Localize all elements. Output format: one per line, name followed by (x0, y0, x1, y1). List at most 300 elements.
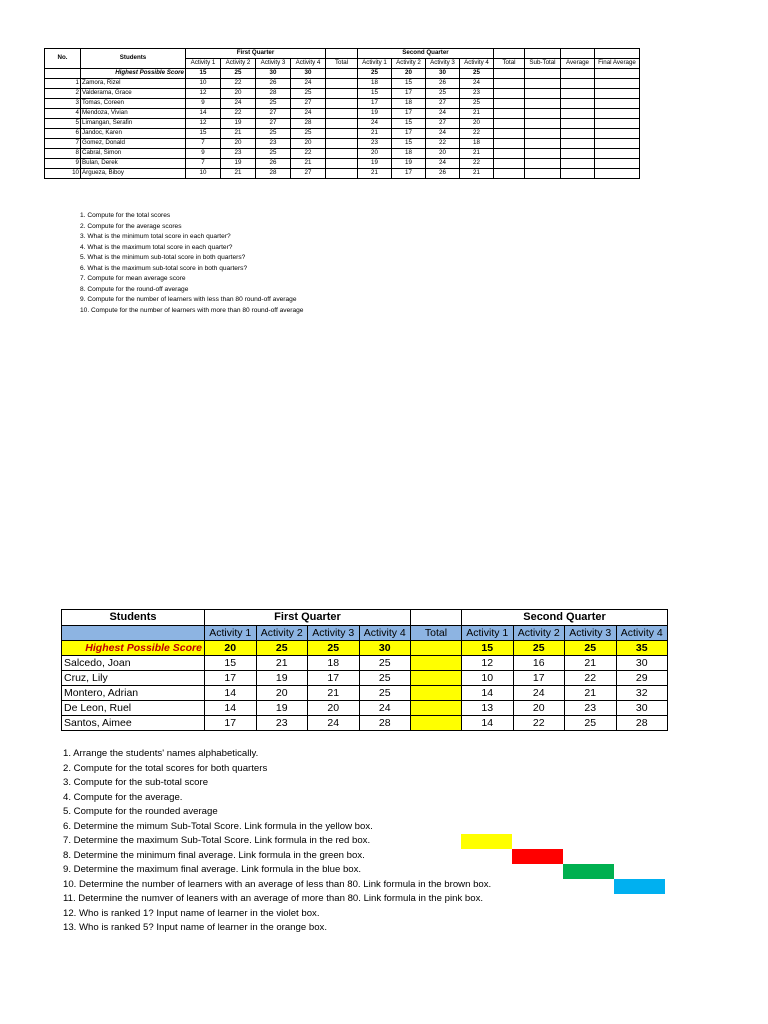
student-name[interactable]: Zamora, Rizel (81, 79, 186, 89)
q1-score[interactable]: 21 (256, 656, 308, 671)
question-item: 9. Compute for the number of learners with less than 80 round-off average (80, 296, 297, 303)
average-cell[interactable] (561, 89, 595, 99)
q2-score[interactable]: 26 (426, 79, 460, 89)
student-name[interactable]: Jandoc, Karen (81, 129, 186, 139)
student-name[interactable]: Montero, Adrian (62, 686, 205, 701)
q1-score[interactable]: 24 (308, 716, 360, 731)
q2-score[interactable]: 19 (392, 159, 426, 169)
q2-score[interactable]: 21 (358, 169, 392, 179)
empty-cell[interactable] (45, 69, 81, 79)
final-average-cell[interactable] (595, 139, 640, 149)
final-average-cell[interactable] (595, 99, 640, 109)
q1-score[interactable]: 23 (221, 149, 256, 159)
q2-score[interactable]: 14 (462, 716, 514, 731)
question-item: 1. Arrange the students' names alphabetically. (63, 748, 259, 759)
total-cell[interactable] (411, 641, 462, 656)
header-row (62, 610, 668, 626)
q1-score[interactable]: 25 (256, 99, 291, 109)
final-average-cell[interactable] (595, 169, 640, 179)
q2-score[interactable]: 25 (565, 716, 617, 731)
q2-score[interactable]: 18 (392, 149, 426, 159)
q1-score[interactable]: 20 (221, 139, 256, 149)
q2-score[interactable]: 24 (358, 119, 392, 129)
row-number[interactable]: 4 (45, 109, 81, 119)
q2-score[interactable]: 23 (358, 139, 392, 149)
q1-score[interactable]: 25 (256, 129, 291, 139)
total-cell[interactable] (326, 99, 358, 109)
hps-q2-cell[interactable]: 15 (462, 641, 514, 656)
hps-q2-cell[interactable]: 30 (426, 69, 460, 79)
hps-q2-cell[interactable]: 25 (358, 69, 392, 79)
second-quarter-header[interactable]: Second Quarter (358, 49, 494, 59)
q1-score[interactable]: 7 (186, 139, 221, 149)
q2-score[interactable]: 16 (513, 656, 565, 671)
q2-score[interactable]: 21 (358, 129, 392, 139)
q2-score[interactable]: 24 (426, 109, 460, 119)
total-cell[interactable] (326, 69, 358, 79)
final-average-header[interactable]: Final Average (595, 59, 640, 69)
q1-score[interactable]: 24 (359, 701, 411, 716)
average-cell[interactable] (561, 119, 595, 129)
q1-score[interactable]: 22 (291, 149, 326, 159)
student-name[interactable]: Mendoza, Vivian (81, 109, 186, 119)
total-cell[interactable] (411, 701, 462, 716)
q1-score[interactable]: 25 (291, 89, 326, 99)
q1-score[interactable]: 28 (256, 169, 291, 179)
total-cell[interactable] (326, 169, 358, 179)
q1-score[interactable]: 21 (221, 169, 256, 179)
final-average-cell[interactable] (595, 149, 640, 159)
row-number[interactable]: 6 (45, 129, 81, 139)
q2-score[interactable]: 30 (616, 656, 668, 671)
q1-score[interactable]: 12 (186, 89, 221, 99)
q1-score[interactable]: 27 (291, 99, 326, 109)
total-cell[interactable] (494, 169, 525, 179)
q1-score[interactable]: 9 (186, 149, 221, 159)
q2-score[interactable]: 20 (460, 119, 494, 129)
row-number[interactable]: 10 (45, 169, 81, 179)
q1-score[interactable]: 19 (221, 159, 256, 169)
total-cell[interactable] (494, 79, 525, 89)
q1-score[interactable]: 20 (221, 89, 256, 99)
second-questions-list (63, 747, 491, 936)
row-number[interactable]: 8 (45, 149, 81, 159)
blue-answer-box[interactable] (614, 879, 665, 894)
question-item: 5. What is the minimum sub-total score in both quarters? (80, 254, 246, 261)
q1-score[interactable]: 20 (256, 686, 308, 701)
activity-header[interactable]: Activity 2 (392, 59, 426, 69)
student-name[interactable]: Valderama, Grace (81, 89, 186, 99)
q2-score[interactable]: 19 (358, 109, 392, 119)
total-header[interactable]: Total (411, 626, 462, 641)
q1-score[interactable]: 15 (186, 129, 221, 139)
hps-q2-cell[interactable]: 25 (460, 69, 494, 79)
table-row (62, 716, 668, 731)
total-cell[interactable] (494, 109, 525, 119)
empty-cell[interactable] (525, 49, 561, 59)
hps-q1-cell[interactable]: 25 (256, 641, 308, 656)
q1-score[interactable]: 18 (308, 656, 360, 671)
hps-q1-cell[interactable]: 25 (308, 641, 360, 656)
total-cell[interactable] (494, 139, 525, 149)
total-cell[interactable] (326, 109, 358, 119)
total-cell[interactable] (411, 671, 462, 686)
question-item: 5. Compute for the rounded average (63, 806, 218, 817)
q1-score[interactable]: 17 (308, 671, 360, 686)
activity-header[interactable]: Activity 1 (186, 59, 221, 69)
empty-cell[interactable] (595, 69, 640, 79)
question-item: 4. What is the maximum total score in each quarter? (80, 243, 233, 251)
q2-score[interactable]: 18 (358, 79, 392, 89)
hps-q1-cell[interactable]: 15 (186, 69, 221, 79)
total-cell[interactable] (411, 686, 462, 701)
no-header[interactable]: No. (45, 49, 81, 69)
q2-score[interactable]: 21 (460, 169, 494, 179)
average-cell[interactable] (561, 99, 595, 109)
yellow-answer-box[interactable] (461, 834, 512, 849)
q2-score[interactable]: 13 (462, 701, 514, 716)
highest-possible-label[interactable]: Highest Possible Score (62, 641, 205, 656)
table-row (45, 79, 640, 89)
q2-score[interactable]: 22 (460, 159, 494, 169)
total-cell[interactable] (326, 159, 358, 169)
q1-score[interactable]: 23 (256, 716, 308, 731)
q2-score[interactable]: 24 (426, 159, 460, 169)
sub-total-cell[interactable] (525, 169, 561, 179)
sub-total-cell[interactable] (525, 159, 561, 169)
hps-q1-cell[interactable]: 30 (359, 641, 411, 656)
table-row (62, 656, 668, 671)
first-grade-table (44, 48, 640, 179)
final-average-cell[interactable] (595, 109, 640, 119)
student-name[interactable]: Santos, Aimee (62, 716, 205, 731)
students-header[interactable]: Students (62, 610, 205, 626)
highest-possible-row (62, 641, 668, 656)
row-number[interactable]: 5 (45, 119, 81, 129)
q2-score[interactable]: 29 (616, 671, 668, 686)
q2-score[interactable]: 23 (460, 89, 494, 99)
q2-score[interactable]: 10 (462, 671, 514, 686)
total-cell[interactable] (494, 119, 525, 129)
highest-possible-label[interactable]: Highest Possible Score (81, 69, 186, 79)
q2-score[interactable]: 22 (426, 139, 460, 149)
second-grade-table (61, 609, 668, 731)
activity-header[interactable]: Activity 1 (462, 626, 514, 641)
q2-score[interactable]: 15 (392, 139, 426, 149)
total-cell[interactable] (494, 99, 525, 109)
empty-cell[interactable] (561, 69, 595, 79)
q2-score[interactable]: 30 (616, 701, 668, 716)
total-cell[interactable] (326, 89, 358, 99)
question-item: 12. Who is ranked 1? Input name of learner in the violet box. (63, 907, 320, 919)
q1-score[interactable]: 26 (256, 159, 291, 169)
q1-score[interactable]: 21 (308, 686, 360, 701)
total-cell[interactable] (411, 656, 462, 671)
question-item: 8. Compute for the round-off average (80, 285, 189, 293)
question-item: 6. Determine the mimum Sub-Total Score. Link formula in the yellow box. (63, 820, 373, 832)
empty-cell[interactable] (494, 49, 525, 59)
q1-score[interactable]: 14 (186, 109, 221, 119)
student-name[interactable]: Limangan, Serafin (81, 119, 186, 129)
q1-score[interactable]: 25 (359, 686, 411, 701)
final-average-cell[interactable] (595, 159, 640, 169)
empty-cell[interactable] (525, 69, 561, 79)
red-answer-box[interactable] (512, 849, 563, 864)
total-header[interactable]: Total (494, 59, 525, 69)
total-cell[interactable] (326, 79, 358, 89)
question-item: 3. What is the minimum total score in each quarter? (80, 233, 231, 240)
row-number[interactable]: 3 (45, 99, 81, 109)
q1-score[interactable]: 10 (186, 79, 221, 89)
q1-score[interactable]: 28 (291, 119, 326, 129)
q2-score[interactable]: 21 (565, 656, 617, 671)
q1-score[interactable]: 24 (291, 109, 326, 119)
hps-q1-cell[interactable]: 25 (221, 69, 256, 79)
q2-score[interactable]: 25 (426, 89, 460, 99)
q2-score[interactable]: 19 (358, 159, 392, 169)
q1-score[interactable]: 28 (256, 89, 291, 99)
question-item: 13. Who is ranked 5? Input name of learner in the orange box. (63, 922, 327, 933)
q2-score[interactable]: 21 (565, 686, 617, 701)
question-item: 2. Compute for the total scores for both quarters (63, 762, 268, 774)
activity-header[interactable]: Activity 4 (291, 59, 326, 69)
average-cell[interactable] (561, 79, 595, 89)
empty-cell[interactable] (494, 69, 525, 79)
q2-score[interactable]: 22 (513, 716, 565, 731)
total-cell[interactable] (411, 716, 462, 731)
highest-possible-row (45, 69, 640, 79)
activity-header[interactable]: Activity 1 (205, 626, 257, 641)
question-item: 10. Compute for the number of learners with more than 80 round-off average (80, 306, 304, 314)
hps-q2-cell[interactable]: 25 (513, 641, 565, 656)
q2-score[interactable]: 20 (358, 149, 392, 159)
q2-score[interactable]: 24 (513, 686, 565, 701)
q1-score[interactable]: 17 (205, 716, 257, 731)
student-name[interactable]: Tomas, Coreen (81, 99, 186, 109)
q2-score[interactable]: 18 (392, 99, 426, 109)
q2-score[interactable]: 14 (462, 686, 514, 701)
sub-total-cell[interactable] (525, 139, 561, 149)
table-row (62, 686, 668, 701)
row-number[interactable]: 2 (45, 89, 81, 99)
final-average-cell[interactable] (595, 129, 640, 139)
q2-score[interactable]: 24 (426, 129, 460, 139)
q1-score[interactable]: 27 (256, 119, 291, 129)
activity-header[interactable]: Activity 4 (460, 59, 494, 69)
average-cell[interactable] (561, 109, 595, 119)
q1-score[interactable]: 25 (256, 149, 291, 159)
q2-score[interactable]: 17 (392, 89, 426, 99)
total-cell[interactable] (326, 139, 358, 149)
q1-score[interactable]: 21 (221, 129, 256, 139)
first-quarter-header[interactable]: First Quarter (205, 610, 411, 626)
hps-q1-cell[interactable]: 30 (291, 69, 326, 79)
empty-cell[interactable] (326, 49, 358, 59)
q1-score[interactable]: 15 (205, 656, 257, 671)
q1-score[interactable]: 24 (291, 79, 326, 89)
total-cell[interactable] (326, 149, 358, 159)
question-item: 11. Determine the numver of leaners with an average of more than 80. Link formula in the pink box. (63, 893, 484, 904)
q1-score[interactable]: 12 (186, 119, 221, 129)
q1-score[interactable]: 20 (291, 139, 326, 149)
sub-total-cell[interactable] (525, 149, 561, 159)
hps-q1-cell[interactable]: 20 (205, 641, 257, 656)
table-row (45, 89, 640, 99)
q2-score[interactable]: 22 (565, 671, 617, 686)
q1-score[interactable]: 25 (359, 656, 411, 671)
sub-total-cell[interactable] (525, 109, 561, 119)
q1-score[interactable]: 22 (221, 79, 256, 89)
q1-score[interactable]: 24 (221, 99, 256, 109)
q2-score[interactable]: 26 (426, 169, 460, 179)
q1-score[interactable]: 10 (186, 169, 221, 179)
empty-cell[interactable] (595, 49, 640, 59)
question-item: 4. Compute for the average. (63, 791, 183, 803)
student-name[interactable]: Salcedo, Joan (62, 656, 205, 671)
table-row (45, 119, 640, 129)
student-name[interactable]: Cruz, Lily (62, 671, 205, 686)
total-cell[interactable] (494, 129, 525, 139)
green-answer-box[interactable] (563, 864, 614, 879)
q1-score[interactable]: 20 (308, 701, 360, 716)
second-quarter-header[interactable]: Second Quarter (462, 610, 668, 626)
average-cell[interactable] (561, 129, 595, 139)
total-cell[interactable] (494, 149, 525, 159)
sub-total-cell[interactable] (525, 79, 561, 89)
final-average-cell[interactable] (595, 119, 640, 129)
q2-score[interactable]: 32 (616, 686, 668, 701)
question-item: 3. Compute for the sub-total score (63, 777, 209, 788)
hps-q1-cell[interactable]: 30 (256, 69, 291, 79)
q2-score[interactable]: 18 (460, 139, 494, 149)
q2-score[interactable]: 21 (460, 149, 494, 159)
sub-total-header[interactable]: Sub-Total (525, 59, 561, 69)
student-name[interactable]: Cabral, Simon (81, 149, 186, 159)
sub-total-cell[interactable] (525, 89, 561, 99)
q1-score[interactable]: 14 (205, 686, 257, 701)
q1-score[interactable]: 17 (205, 671, 257, 686)
q2-score[interactable]: 22 (460, 129, 494, 139)
total-cell[interactable] (326, 129, 358, 139)
hps-q2-cell[interactable]: 25 (565, 641, 617, 656)
q2-score[interactable]: 17 (392, 129, 426, 139)
students-header[interactable]: Students (81, 49, 186, 69)
q1-score[interactable]: 19 (256, 671, 308, 686)
total-cell[interactable] (494, 89, 525, 99)
student-name[interactable]: Bulan, Derek (81, 159, 186, 169)
q1-score[interactable]: 26 (256, 79, 291, 89)
activity-header[interactable]: Activity 2 (256, 626, 308, 641)
hps-q2-cell[interactable]: 20 (392, 69, 426, 79)
sub-total-cell[interactable] (525, 119, 561, 129)
total-header[interactable]: Total (326, 59, 358, 69)
average-cell[interactable] (561, 169, 595, 179)
q2-score[interactable]: 27 (426, 119, 460, 129)
first-quarter-header[interactable]: First Quarter (186, 49, 326, 59)
empty-cell[interactable] (561, 49, 595, 59)
activity-header[interactable]: Activity 4 (359, 626, 411, 641)
activity-header[interactable]: Activity 3 (256, 59, 291, 69)
table-row (45, 159, 640, 169)
q1-score[interactable]: 19 (256, 701, 308, 716)
average-cell[interactable] (561, 159, 595, 169)
q2-score[interactable]: 27 (426, 99, 460, 109)
header-row (45, 49, 640, 59)
student-name[interactable]: Argueza, Biboy (81, 169, 186, 179)
average-cell[interactable] (561, 149, 595, 159)
q2-score[interactable]: 15 (358, 89, 392, 99)
hps-q2-cell[interactable]: 35 (616, 641, 668, 656)
q2-score[interactable]: 17 (392, 109, 426, 119)
row-number[interactable]: 9 (45, 159, 81, 169)
total-cell[interactable] (494, 159, 525, 169)
student-name[interactable]: De Leon, Ruel (62, 701, 205, 716)
average-header[interactable]: Average (561, 59, 595, 69)
empty-cell[interactable] (62, 626, 205, 641)
final-average-cell[interactable] (595, 89, 640, 99)
q1-score[interactable]: 22 (221, 109, 256, 119)
q1-score[interactable]: 9 (186, 99, 221, 109)
q1-score[interactable]: 7 (186, 159, 221, 169)
q2-score[interactable]: 24 (460, 79, 494, 89)
activity-header[interactable]: Activity 1 (358, 59, 392, 69)
q2-score[interactable]: 17 (392, 169, 426, 179)
activity-header[interactable]: Activity 3 (426, 59, 460, 69)
q1-score[interactable]: 27 (256, 109, 291, 119)
q2-score[interactable]: 21 (460, 109, 494, 119)
activity-header[interactable]: Activity 3 (565, 626, 617, 641)
question-item: 10. Determine the number of learners with an average of less than 80. Link formula in the brown box. (63, 878, 492, 890)
empty-cell[interactable] (411, 610, 462, 626)
sub-total-cell[interactable] (525, 99, 561, 109)
q2-score[interactable]: 15 (392, 119, 426, 129)
row-number[interactable]: 7 (45, 139, 81, 149)
question-item: 1. Compute for the total scores (80, 212, 171, 219)
activity-header[interactable]: Activity 2 (513, 626, 565, 641)
q2-score[interactable]: 15 (392, 79, 426, 89)
q2-score[interactable]: 20 (426, 149, 460, 159)
student-name[interactable]: Gomez, Donald (81, 139, 186, 149)
q2-score[interactable]: 25 (460, 99, 494, 109)
q2-score[interactable]: 17 (513, 671, 565, 686)
total-cell[interactable] (326, 119, 358, 129)
q2-score[interactable]: 23 (565, 701, 617, 716)
q2-score[interactable]: 28 (616, 716, 668, 731)
q2-score[interactable]: 12 (462, 656, 514, 671)
q1-score[interactable]: 14 (205, 701, 257, 716)
q1-score[interactable]: 25 (359, 671, 411, 686)
q2-score[interactable]: 20 (513, 701, 565, 716)
average-cell[interactable] (561, 139, 595, 149)
q1-score[interactable]: 23 (256, 139, 291, 149)
activity-header[interactable]: Activity 2 (221, 59, 256, 69)
question-item: 2. Compute for the average scores (80, 222, 182, 230)
activity-header[interactable]: Activity 3 (308, 626, 360, 641)
q1-score[interactable]: 25 (291, 129, 326, 139)
row-number[interactable]: 1 (45, 79, 81, 89)
activity-header-row (62, 626, 668, 641)
table-row (45, 139, 640, 149)
q1-score[interactable]: 27 (291, 169, 326, 179)
sub-total-cell[interactable] (525, 129, 561, 139)
table-row (62, 671, 668, 686)
q1-score[interactable]: 21 (291, 159, 326, 169)
activity-header[interactable]: Activity 4 (616, 626, 668, 641)
q1-score[interactable]: 28 (359, 716, 411, 731)
q1-score[interactable]: 19 (221, 119, 256, 129)
final-average-cell[interactable] (595, 79, 640, 89)
q2-score[interactable]: 17 (358, 99, 392, 109)
